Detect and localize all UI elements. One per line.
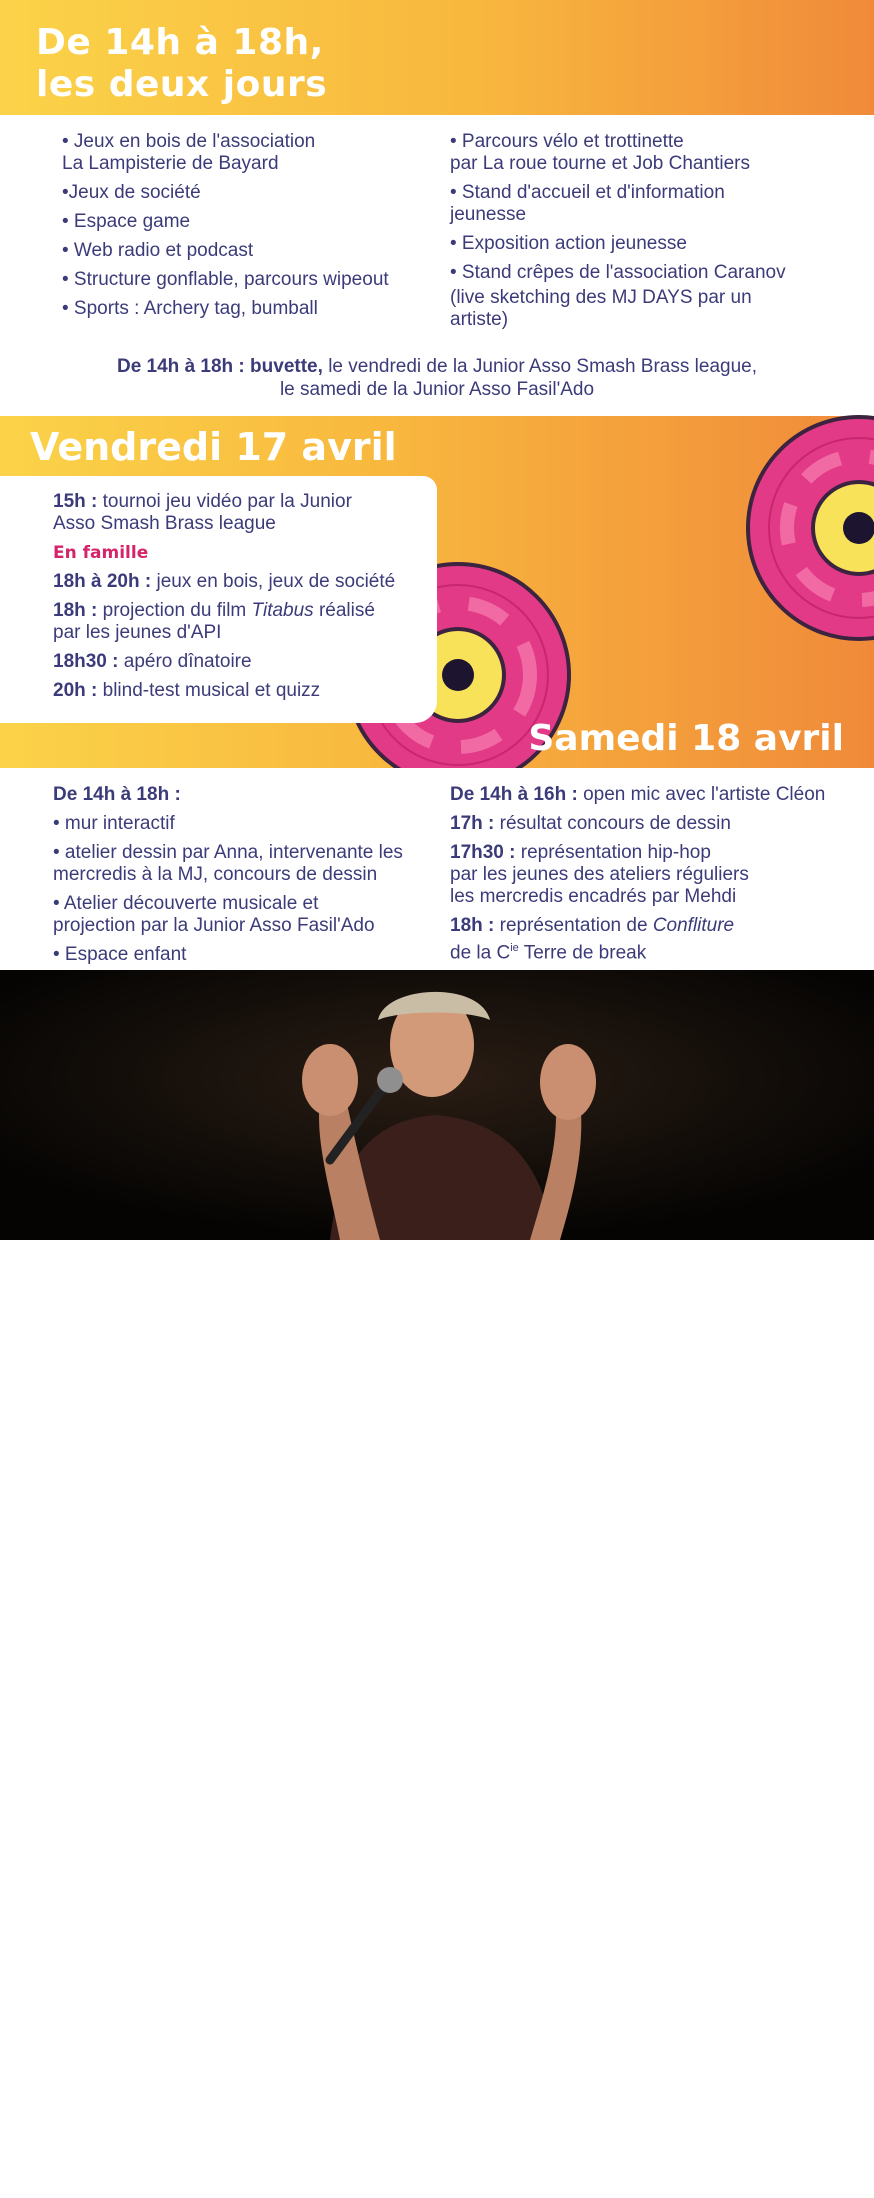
list-item: • Stand crêpes de l'association Caranov (live sketching des MJ DAYS par un artiste) [450, 262, 786, 330]
schedule-item: 17h : résultat concours de dessin [450, 813, 731, 834]
en-famille-label: En famille [53, 543, 149, 563]
list-item: • Exposition action jeunesse [450, 233, 687, 254]
list-item: • Sports : Archery tag, bumball [62, 298, 318, 319]
schedule-item: 20h : blind-test musical et quizz [53, 680, 321, 701]
activities-right-column [450, 131, 850, 338]
schedule-item: 18h30 : apéro dînatoire [53, 651, 252, 672]
heading-line-1: De 14h à 18h, [36, 22, 324, 63]
performer-illustration [0, 970, 874, 1240]
film-title: Titabus [251, 600, 314, 621]
schedule-item: 18h : représentation de Confliture de la $C^{ie}$ Terre de break [450, 915, 735, 964]
schedule-item: 17h30 : représentation hip-hop par les jeunes des ateliers réguliers les mercredis encadrés par Mehdi [450, 842, 749, 907]
schedule-item: De 14h à 16h : open mic avec l'artiste Cléon [450, 784, 826, 805]
list-item: • Stand d'accueil et d'information jeunesse [450, 182, 725, 225]
list-item: • mur interactif [53, 813, 175, 834]
show-title: Confliture [652, 915, 735, 936]
vendredi-schedule [53, 491, 423, 709]
vinyl-record-icon [746, 415, 874, 641]
list-item: • Web radio et podcast [62, 240, 254, 261]
buvette-label: buvette, [250, 356, 323, 377]
schedule-item: 18h à 20h : jeux en bois, jeux de société [53, 571, 396, 592]
list-item: • atelier dessin par Anna, intervenante les mercredis à la MJ, concours de dessin [53, 842, 403, 885]
list-item: •Jeux de société [62, 182, 201, 203]
heading-vendredi: Vendredi 17 avril [30, 425, 397, 469]
list-item: • Espace game [62, 211, 191, 232]
schedule-item: 18h : projection du film Titabus réalisé par les jeunes d'API [53, 600, 375, 643]
heading-line-2: les deux jours [36, 64, 328, 105]
heading-samedi: Samedi 18 avril [528, 718, 844, 759]
photo-credit: © Confliture - REVUPProduction [12, 2186, 181, 2198]
schedule-item: 15h : tournoi jeu vidéo par la Junior Asso Smash Brass league [53, 491, 352, 534]
samedi-right-column [450, 784, 850, 971]
performer-photo [0, 970, 874, 2198]
samedi-left-time: De 14h à 18h : [53, 784, 181, 805]
buvette-text-2: le samedi de la Junior Asso Fasil'Ado [279, 379, 595, 400]
buvette-text: le vendredi de la Junior Asso Smash Brass league, [328, 356, 757, 377]
list-item: • Atelier découverte musicale et projection par la Junior Asso Fasil'Ado [53, 893, 375, 936]
buvette-time: De 14h à 18h : [116, 356, 245, 377]
samedi-left-column [53, 784, 438, 973]
buvette-note [0, 355, 874, 401]
heading-two-days [36, 22, 327, 106]
list-item: • Parcours vélo et trottinette par La roue tourne et Job Chantiers [450, 131, 750, 174]
list-item: • Jeux en bois de l'association La Lampisterie de Bayard [62, 131, 316, 174]
activities-left-column [62, 131, 437, 327]
list-item: • Structure gonflable, parcours wipeout [62, 269, 389, 290]
list-item: • Espace enfant [53, 944, 187, 965]
